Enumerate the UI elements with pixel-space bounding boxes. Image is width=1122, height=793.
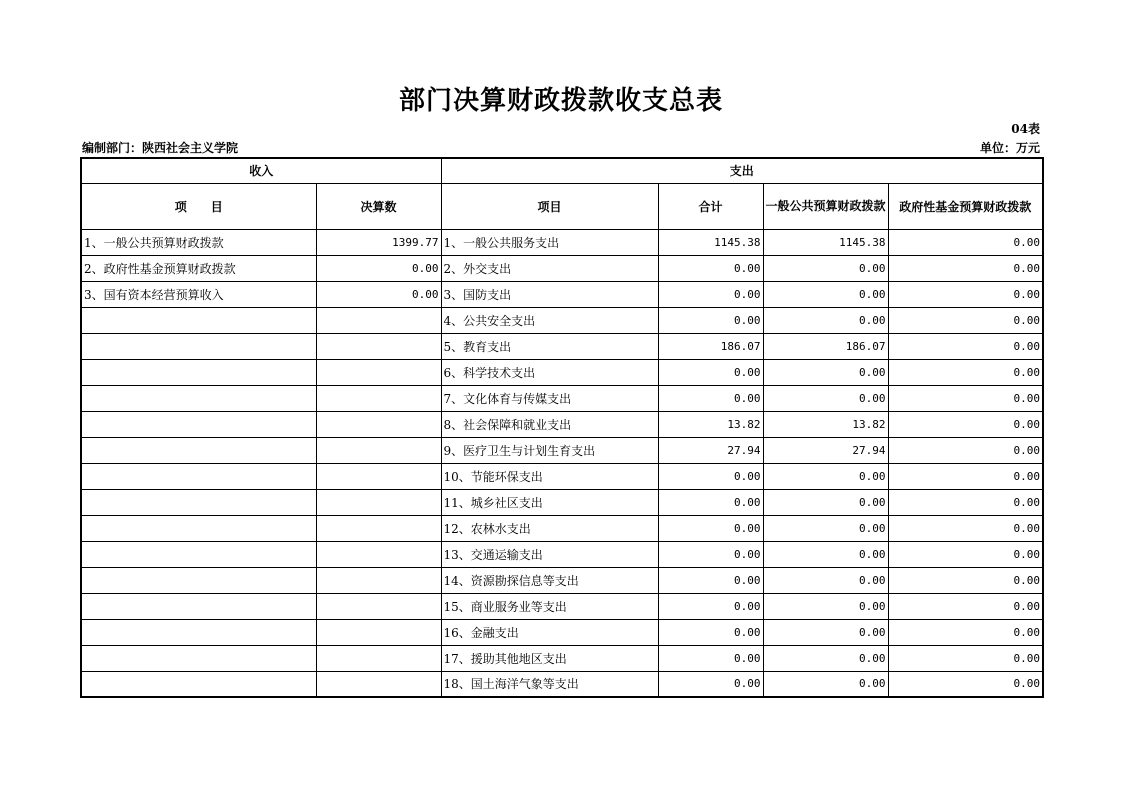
- general-budget-cell: 0.00: [763, 515, 888, 541]
- page-title: 部门决算财政拨款收支总表: [398, 86, 723, 116]
- gov-fund-cell: 0.00: [888, 463, 1043, 489]
- expense-item-cell: 14、资源勘探信息等支出: [441, 567, 658, 593]
- table-row: [81, 385, 1043, 411]
- table-row: [81, 437, 1043, 463]
- total-cell: 0.00: [658, 593, 763, 619]
- general-budget-cell: 0.00: [763, 463, 888, 489]
- general-budget-cell: 1145.38: [763, 229, 888, 255]
- income-amount-cell: [316, 437, 441, 463]
- table-row: [81, 463, 1043, 489]
- form-number: 04表: [1011, 122, 1040, 136]
- income-item-header: 项 目: [81, 183, 316, 229]
- general-budget-cell: 0.00: [763, 307, 888, 333]
- expense-item-cell: 12、农林水支出: [441, 515, 658, 541]
- general-budget-cell: 0.00: [763, 281, 888, 307]
- expense-item-cell: 6、科学技术支出: [441, 359, 658, 385]
- expense-item-cell: 17、援助其他地区支出: [441, 645, 658, 671]
- income-amount-cell: [316, 333, 441, 359]
- expense-item-cell: 4、公共安全支出: [441, 307, 658, 333]
- total-cell: 0.00: [658, 489, 763, 515]
- expense-item-cell: 9、医疗卫生与计划生育支出: [441, 437, 658, 463]
- income-item-cell: [81, 489, 316, 515]
- table-row: [81, 645, 1043, 671]
- income-item-cell: [81, 359, 316, 385]
- gov-fund-cell: 0.00: [888, 229, 1043, 255]
- gov-fund-cell: 0.00: [888, 385, 1043, 411]
- income-amount-cell: 1399.77: [316, 229, 441, 255]
- income-amount-cell: [316, 489, 441, 515]
- income-item-cell: [81, 671, 316, 697]
- gov-fund-cell: 0.00: [888, 359, 1043, 385]
- total-cell: 0.00: [658, 619, 763, 645]
- table-row: [81, 281, 1043, 307]
- total-cell: 0.00: [658, 541, 763, 567]
- final-amount-header: 决算数: [316, 183, 441, 229]
- gov-fund-cell: 0.00: [888, 437, 1043, 463]
- total-cell: 0.00: [658, 645, 763, 671]
- table-row: [81, 567, 1043, 593]
- general-budget-cell: 186.07: [763, 333, 888, 359]
- department-label: 编制部门：陕西社会主义学院: [82, 141, 239, 155]
- table-row: [81, 229, 1043, 255]
- total-cell: 0.00: [658, 255, 763, 281]
- income-amount-cell: [316, 411, 441, 437]
- general-budget-cell: 0.00: [763, 671, 888, 697]
- expense-item-cell: 11、城乡社区支出: [441, 489, 658, 515]
- income-amount-cell: [316, 645, 441, 671]
- income-amount-cell: 0.00: [316, 255, 441, 281]
- income-amount-cell: [316, 567, 441, 593]
- gov-fund-cell: 0.00: [888, 541, 1043, 567]
- income-item-cell: [81, 515, 316, 541]
- table-row: [81, 515, 1043, 541]
- gov-fund-cell: 0.00: [888, 255, 1043, 281]
- budget-table: [80, 157, 1044, 698]
- table-row: [81, 307, 1043, 333]
- income-amount-cell: [316, 359, 441, 385]
- table-row: [81, 619, 1043, 645]
- total-cell: 0.00: [658, 281, 763, 307]
- total-header: 合计: [658, 183, 763, 229]
- general-budget-cell: 0.00: [763, 619, 888, 645]
- income-item-cell: [81, 333, 316, 359]
- expense-section-header: 支出: [441, 158, 1043, 183]
- general-budget-cell: 0.00: [763, 541, 888, 567]
- income-item-cell: [81, 619, 316, 645]
- income-item-cell: 2、政府性基金预算财政拨款: [81, 255, 316, 281]
- table-row: [81, 489, 1043, 515]
- income-amount-cell: [316, 515, 441, 541]
- general-budget-cell: 0.00: [763, 489, 888, 515]
- expense-item-cell: 8、社会保障和就业支出: [441, 411, 658, 437]
- income-item-cell: [81, 411, 316, 437]
- income-item-cell: 3、国有资本经营预算收入: [81, 281, 316, 307]
- income-amount-cell: [316, 307, 441, 333]
- gov-fund-cell: 0.00: [888, 567, 1043, 593]
- gov-fund-cell: 0.00: [888, 307, 1043, 333]
- income-item-cell: [81, 385, 316, 411]
- general-budget-cell: 0.00: [763, 567, 888, 593]
- income-item-cell: [81, 463, 316, 489]
- expense-item-cell: 10、节能环保支出: [441, 463, 658, 489]
- table-row: [81, 255, 1043, 281]
- general-budget-cell: 0.00: [763, 255, 888, 281]
- total-cell: 0.00: [658, 385, 763, 411]
- table-row: [81, 593, 1043, 619]
- expense-item-cell: 16、金融支出: [441, 619, 658, 645]
- gov-fund-cell: 0.00: [888, 619, 1043, 645]
- income-amount-cell: [316, 463, 441, 489]
- general-budget-cell: 0.00: [763, 385, 888, 411]
- gov-fund-cell: 0.00: [888, 411, 1043, 437]
- income-item-cell: [81, 567, 316, 593]
- general-budget-cell: 0.00: [763, 645, 888, 671]
- expense-item-cell: 5、教育支出: [441, 333, 658, 359]
- gov-fund-cell: 0.00: [888, 593, 1043, 619]
- total-cell: 0.00: [658, 671, 763, 697]
- gov-fund-cell: 0.00: [888, 515, 1043, 541]
- table-row: [81, 541, 1043, 567]
- gov-fund-cell: 0.00: [888, 645, 1043, 671]
- general-budget-cell: 0.00: [763, 359, 888, 385]
- expense-item-cell: 3、国防支出: [441, 281, 658, 307]
- general-budget-cell: 27.94: [763, 437, 888, 463]
- total-cell: 0.00: [658, 463, 763, 489]
- general-budget-cell: 13.82: [763, 411, 888, 437]
- expense-item-cell: 18、国土海洋气象等支出: [441, 671, 658, 697]
- gov-fund-cell: 0.00: [888, 489, 1043, 515]
- income-amount-cell: 0.00: [316, 281, 441, 307]
- total-cell: 0.00: [658, 567, 763, 593]
- table-row: [81, 411, 1043, 437]
- income-item-cell: [81, 645, 316, 671]
- general-budget-header: 一般公共预算财政拨款: [763, 183, 888, 229]
- total-cell: 0.00: [658, 359, 763, 385]
- gov-fund-header: 政府性基金预算财政拨款: [888, 183, 1043, 229]
- income-amount-cell: [316, 619, 441, 645]
- income-item-cell: [81, 437, 316, 463]
- income-amount-cell: [316, 593, 441, 619]
- gov-fund-cell: 0.00: [888, 671, 1043, 697]
- expense-item-cell: 13、交通运输支出: [441, 541, 658, 567]
- income-item-cell: [81, 541, 316, 567]
- table-row: [81, 671, 1043, 697]
- income-amount-cell: [316, 671, 441, 697]
- income-item-cell: [81, 307, 316, 333]
- expense-item-cell: 1、一般公共服务支出: [441, 229, 658, 255]
- gov-fund-cell: 0.00: [888, 281, 1043, 307]
- income-item-cell: 1、一般公共预算财政拨款: [81, 229, 316, 255]
- income-amount-cell: [316, 541, 441, 567]
- expense-item-cell: 7、文化体育与传媒支出: [441, 385, 658, 411]
- unit-label: 单位：万元: [979, 141, 1040, 155]
- total-cell: 186.07: [658, 333, 763, 359]
- expense-item-cell: 2、外交支出: [441, 255, 658, 281]
- table-row: [81, 359, 1043, 385]
- expense-item-cell: 15、商业服务业等支出: [441, 593, 658, 619]
- income-amount-cell: [316, 385, 441, 411]
- table-body: [81, 229, 1043, 697]
- total-cell: 1145.38: [658, 229, 763, 255]
- general-budget-cell: 0.00: [763, 593, 888, 619]
- total-cell: 27.94: [658, 437, 763, 463]
- gov-fund-cell: 0.00: [888, 333, 1043, 359]
- income-section-header: 收入: [81, 158, 441, 183]
- total-cell: 0.00: [658, 307, 763, 333]
- table-row: [81, 333, 1043, 359]
- total-cell: 13.82: [658, 411, 763, 437]
- expense-item-header: 项目: [441, 183, 658, 229]
- income-item-cell: [81, 593, 316, 619]
- total-cell: 0.00: [658, 515, 763, 541]
